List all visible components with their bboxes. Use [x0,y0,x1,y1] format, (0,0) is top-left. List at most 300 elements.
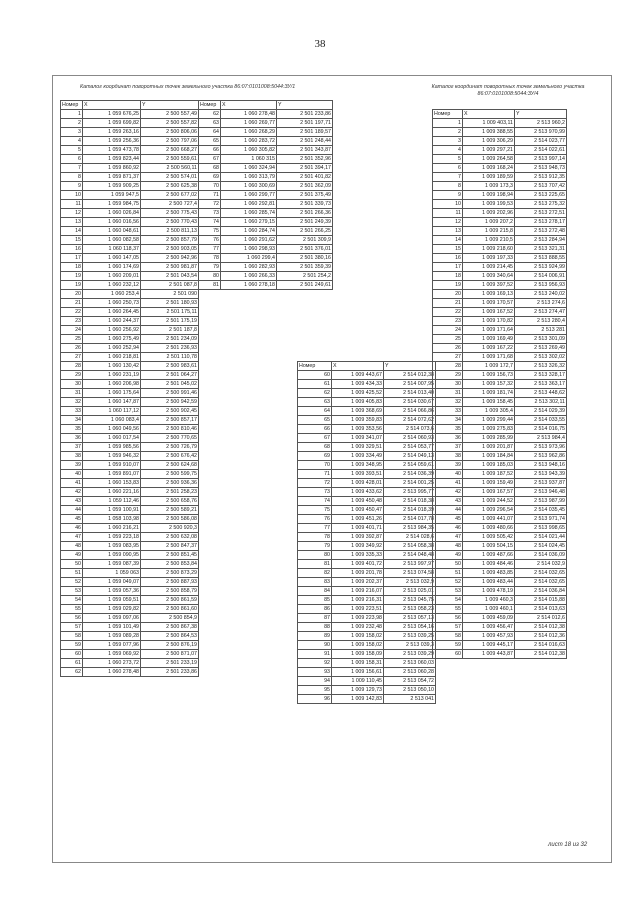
x-coordinate-cell: 1 060 313,79 [221,173,277,182]
point-number-cell: 35 [61,425,83,434]
table-row [61,668,199,677]
point-number-cell: 81 [298,560,332,569]
y-coordinate-cell: 2 500 991,46 [141,389,199,398]
table-row [61,245,199,254]
point-number-cell: 87 [298,614,332,623]
y-coordinate-cell: 2 500 871,07 [141,650,199,659]
table-row [433,524,567,533]
table-row [61,200,199,209]
point-number-cell: 36 [61,434,83,443]
table-row [61,263,199,272]
y-coordinate-cell: 2 501 110,78 [141,353,199,362]
y-coordinate-cell: 2 500 858,79 [141,587,199,596]
table-row [61,623,199,632]
table-row [433,299,567,308]
x-coordinate-cell: 1 059 063 [83,569,141,578]
table-row [433,335,567,344]
point-number-cell: 5 [61,146,83,155]
table-row [433,632,567,641]
y-coordinate-cell: 2 500 861,59 [141,596,199,605]
table-row [61,182,199,191]
table-row [61,110,199,119]
y-coordinate-cell: 2 514 060,93 [384,434,436,443]
y-coordinate-cell: 2 513 946,48 [515,488,567,497]
header-number: Номер [199,101,221,110]
x-coordinate-cell: 1 059 947,5 [83,191,141,200]
y-coordinate-cell: 2 500 847,37 [141,542,199,551]
x-coordinate-cell: 1 060 218,81 [83,353,141,362]
y-coordinate-cell: 2 500 857,17 [141,416,199,425]
x-coordinate-cell: 1 060 279,15 [221,218,277,227]
x-coordinate-cell: 1 009 306,29 [463,137,515,146]
y-coordinate-cell: 2 513 050,10 [384,686,436,695]
x-coordinate-cell: 1 009 202,96 [463,209,515,218]
table-row [433,236,567,245]
x-coordinate-cell: 1 009 451,26 [332,515,384,524]
table-row [433,596,567,605]
table-row [433,641,567,650]
point-number-cell: 54 [61,596,83,605]
x-coordinate-cell: 1 009 450,47 [332,506,384,515]
point-number-cell: 23 [433,317,463,326]
x-coordinate-cell: 1 059 112,46 [83,497,141,506]
table-row [61,362,199,371]
table-row [61,146,199,155]
y-coordinate-cell: 2 513 912,35 [515,173,567,182]
point-number-cell: 65 [199,137,221,146]
point-number-cell: 53 [61,587,83,596]
x-coordinate-cell: 1 059 087,39 [83,560,141,569]
x-coordinate-cell: 1 009 445,17 [463,641,515,650]
x-coordinate-cell: 1 009 159,49 [463,479,515,488]
point-number-cell: 75 [298,506,332,515]
x-coordinate-cell: 1 009 443,87 [463,650,515,659]
point-number-cell: 77 [298,524,332,533]
point-number-cell: 16 [433,254,463,263]
catalog-caption-main: Каталог координат поворотных точек земельного участка 86:07:0101008:5044:ЗУ/1 [80,84,296,90]
point-number-cell: 64 [298,407,332,416]
y-coordinate-cell: 2 500 902,45 [141,407,199,416]
table-row [61,650,199,659]
y-coordinate-cell: 2 514 035,45 [515,506,567,515]
table-row [433,587,567,596]
y-coordinate-cell: 2 500 560,11 [141,164,199,173]
y-coordinate-cell: 2 513 058,23 [384,605,436,614]
x-coordinate-cell: 1 060 221,16 [83,488,141,497]
y-coordinate-cell: 2 501 258,23 [141,488,199,497]
x-coordinate-cell: 1 059 069,92 [83,650,141,659]
x-coordinate-cell: 1 009 401,71 [332,524,384,533]
point-number-cell: 48 [433,542,463,551]
sheet-footer: лист 18 из 32 [548,842,588,848]
x-coordinate-cell: 1 059 699,82 [83,119,141,128]
x-coordinate-cell: 1 009 170,57 [463,299,515,308]
point-number-cell: 78 [199,254,221,263]
point-number-cell: 45 [61,515,83,524]
y-coordinate-cell: 2 500 942,59 [141,398,199,407]
point-number-cell: 67 [298,434,332,443]
table-row [433,371,567,380]
table-row [199,128,333,137]
y-coordinate-cell: 2 500 936,36 [141,479,199,488]
y-coordinate-cell: 2 501 236,93 [141,344,199,353]
table-row [61,308,199,317]
point-number-cell: 13 [433,227,463,236]
point-number-cell: 61 [61,659,83,668]
point-number-cell: 18 [61,263,83,272]
coordinate-table-4 [432,109,567,659]
table-row [61,227,199,236]
table-row [61,425,199,434]
point-number-cell: 44 [61,506,83,515]
y-coordinate-cell: 2 514 012,6 [515,614,567,623]
table-row [433,290,567,299]
x-coordinate-cell: 1 009 401,72 [332,560,384,569]
table-row [298,569,436,578]
point-number-cell: 6 [61,155,83,164]
table-row [433,425,567,434]
x-coordinate-cell: 1 060 117,12 [83,407,141,416]
point-number-cell: 80 [199,272,221,281]
y-coordinate-cell: 2 500 867,38 [141,623,199,632]
x-coordinate-cell: 1 009 456,47 [463,623,515,632]
point-number-cell: 92 [298,659,332,668]
point-number-cell: 39 [433,461,463,470]
table-row [298,497,436,506]
x-coordinate-cell: 1 060 252,94 [83,344,141,353]
x-coordinate-cell: 1 059 910,07 [83,461,141,470]
y-coordinate-cell: 2 500 887,93 [141,578,199,587]
y-coordinate-cell: 2 513 956,93 [515,281,567,290]
table-row [298,425,436,434]
point-number-cell: 56 [61,614,83,623]
y-coordinate-cell: 2 514 015,88 [515,596,567,605]
x-coordinate-cell: 1 009 171,68 [463,353,515,362]
point-number-cell: 58 [61,632,83,641]
point-number-cell: 95 [298,686,332,695]
x-coordinate-cell: 1 059 909,25 [83,182,141,191]
table-row [199,254,333,263]
x-coordinate-cell: 1 009 353,56 [332,425,384,434]
point-number-cell: 10 [61,191,83,200]
y-coordinate-cell: 2 513 032,9 [384,578,436,587]
x-coordinate-cell: 1 060 016,56 [83,218,141,227]
x-coordinate-cell: 1 009 341,07 [332,434,384,443]
point-number-cell: 45 [433,515,463,524]
table-row [433,326,567,335]
header-number: Номер [61,101,83,110]
table-row [199,110,333,119]
x-coordinate-cell: 1 059 860,92 [83,164,141,173]
x-coordinate-cell: 1 059 676,25 [83,110,141,119]
table-row [433,344,567,353]
y-coordinate-cell: 2 514 058,38 [384,542,436,551]
y-coordinate-cell: 2 513 039,3 [384,641,436,650]
point-number-cell: 40 [433,470,463,479]
y-coordinate-cell: 2 514 017,78 [384,515,436,524]
x-coordinate-cell: 1 009 264,58 [463,155,515,164]
x-coordinate-cell: 1 060 269,77 [221,119,277,128]
y-coordinate-cell: 2 500 861,60 [141,605,199,614]
x-coordinate-cell: 1 059 823,44 [83,155,141,164]
table-row [298,677,436,686]
x-coordinate-cell: 1 009 201,78 [332,569,384,578]
header-y: Y [515,110,567,119]
x-coordinate-cell: 1 009 223,51 [332,605,384,614]
table-row [61,569,199,578]
table-row [433,623,567,632]
x-coordinate-cell: 1 009 505,42 [463,533,515,542]
y-coordinate-cell: 2 513 970,99 [515,128,567,137]
point-number-cell: 27 [433,353,463,362]
x-coordinate-cell: 1 009 167,22 [463,344,515,353]
point-number-cell: 19 [61,281,83,290]
table-header-row [298,362,436,371]
y-coordinate-cell: 2 513 328,17 [515,371,567,380]
x-coordinate-cell: 1 059 473,78 [83,146,141,155]
y-coordinate-cell: 2 501 249,39 [277,218,333,227]
point-number-cell: 28 [61,362,83,371]
x-coordinate-cell: 1 009 334,49 [332,452,384,461]
point-number-cell: 69 [298,452,332,461]
table-row [61,173,199,182]
y-coordinate-cell: 2 513 278,17 [515,218,567,227]
y-coordinate-cell: 2 500 625,38 [141,182,199,191]
point-number-cell: 17 [61,254,83,263]
point-number-cell: 47 [61,533,83,542]
y-coordinate-cell: 2 513 321,31 [515,245,567,254]
x-coordinate-cell: 1 009 460,1 [463,605,515,614]
point-number-cell: 32 [433,398,463,407]
x-coordinate-cell: 1 009 425,52 [332,389,384,398]
y-coordinate-cell: 2 514 072,62 [384,416,436,425]
x-coordinate-cell: 1 009 181,74 [463,389,515,398]
y-coordinate-cell: 2 514 001,25 [384,479,436,488]
point-number-cell: 71 [199,191,221,200]
y-coordinate-cell: 2 513 274,6 [515,299,567,308]
x-coordinate-cell: 1 060 147,87 [83,398,141,407]
point-number-cell: 90 [298,641,332,650]
point-number-cell: 20 [433,290,463,299]
table-row [199,119,333,128]
x-coordinate-cell: 1 009 156,73 [463,371,515,380]
point-number-cell: 48 [61,542,83,551]
x-coordinate-cell: 1 060 278,48 [221,110,277,119]
x-coordinate-cell: 1 060 049,56 [83,425,141,434]
y-coordinate-cell: 2 514 036,39 [384,470,436,479]
table-row [61,497,199,506]
table-row [298,479,436,488]
y-coordinate-cell: 2 513 448,62 [515,389,567,398]
point-number-cell: 82 [298,569,332,578]
point-number-cell: 14 [61,227,83,236]
point-number-cell: 41 [61,479,83,488]
y-coordinate-cell: 2 500 920,3 [141,524,199,533]
x-coordinate-cell: 1 009 158,02 [332,632,384,641]
y-coordinate-cell: 2 500 770,43 [141,218,199,227]
y-coordinate-cell: 2 513 998,65 [515,524,567,533]
point-number-cell: 96 [298,695,332,704]
y-coordinate-cell: 2 500 677,02 [141,191,199,200]
y-coordinate-cell: 2 500 810,46 [141,425,199,434]
x-coordinate-cell: 1 060 253,4 [83,290,141,299]
x-coordinate-cell: 1 009 405,83 [332,398,384,407]
table-row [298,578,436,587]
x-coordinate-cell: 1 009 169,13 [463,290,515,299]
y-coordinate-cell: 2 514 016,75 [515,425,567,434]
x-coordinate-cell: 1 009 189,59 [463,173,515,182]
point-number-cell: 24 [433,326,463,335]
x-coordinate-cell: 1 059 097,06 [83,614,141,623]
point-number-cell: 60 [433,650,463,659]
x-coordinate-cell: 1 009 484,46 [463,560,515,569]
table-row [433,272,567,281]
table-row [199,281,333,290]
x-coordinate-cell: 1 060 324,94 [221,164,277,173]
y-coordinate-cell: 2 514 023,77 [515,137,567,146]
point-number-cell: 25 [433,335,463,344]
x-coordinate-cell: 1 009 359,83 [332,416,384,425]
point-number-cell: 65 [298,416,332,425]
point-number-cell: 38 [433,452,463,461]
table-row [298,398,436,407]
x-coordinate-cell: 1 060 118,37 [83,245,141,254]
point-number-cell: 83 [298,578,332,587]
table-row [199,155,333,164]
table-row [298,389,436,398]
y-coordinate-cell: 2 501 064,27 [141,371,199,380]
table-row [61,398,199,407]
table-row [298,371,436,380]
x-coordinate-cell: 1 009 184,84 [463,452,515,461]
y-coordinate-cell: 2 500 806,06 [141,128,199,137]
y-coordinate-cell: 2 501 249,61 [277,281,333,290]
x-coordinate-cell: 1 009 403,11 [463,119,515,128]
point-number-cell: 86 [298,605,332,614]
point-number-cell: 29 [433,371,463,380]
x-coordinate-cell: 1 009 244,52 [463,497,515,506]
x-coordinate-cell: 1 009 202,37 [332,578,384,587]
y-coordinate-cell: 2 514 053,77 [384,443,436,452]
y-coordinate-cell: 2 501 087,8 [141,281,199,290]
y-coordinate-cell: 2 501 175,19 [141,317,199,326]
point-number-cell: 84 [298,587,332,596]
y-coordinate-cell: 2 513 225,65 [515,191,567,200]
table-row [61,137,199,146]
point-number-cell: 57 [433,623,463,632]
table-row [199,209,333,218]
table-header-row [433,110,567,119]
table-row [433,452,567,461]
point-number-cell: 49 [433,551,463,560]
table-row [433,443,567,452]
y-coordinate-cell: 2 500 857,79 [141,236,199,245]
x-coordinate-cell: 1 009 329,51 [332,443,384,452]
y-coordinate-cell: 2 513 045,75 [384,596,436,605]
x-coordinate-cell: 1 009 198,94 [463,191,515,200]
table-row [433,515,567,524]
table-row [298,488,436,497]
y-coordinate-cell: 2 513 943,39 [515,470,567,479]
point-number-cell: 43 [61,497,83,506]
point-number-cell: 75 [199,227,221,236]
point-number-cell: 6 [433,164,463,173]
x-coordinate-cell: 1 059 946,32 [83,452,141,461]
x-coordinate-cell: 1 009 483,44 [463,578,515,587]
y-coordinate-cell: 2 500 632,08 [141,533,199,542]
y-coordinate-cell: 2 501 090 [141,290,199,299]
x-coordinate-cell: 1 009 169,49 [463,335,515,344]
table-row [298,560,436,569]
point-number-cell: 60 [298,371,332,380]
x-coordinate-cell: 1 009 171,64 [463,326,515,335]
table-row [298,533,436,542]
x-coordinate-cell: 1 059 049,07 [83,578,141,587]
x-coordinate-cell: 1 060 273,72 [83,659,141,668]
point-number-cell: 30 [61,380,83,389]
x-coordinate-cell: 1 059 223,18 [83,533,141,542]
y-coordinate-cell: 2 513 997,14 [515,155,567,164]
x-coordinate-cell: 1 009 215,8 [463,227,515,236]
point-number-cell: 35 [433,425,463,434]
table-row [61,317,199,326]
point-number-cell: 37 [433,443,463,452]
y-coordinate-cell: 2 501 352,96 [277,155,333,164]
table-row [199,146,333,155]
table-row [199,164,333,173]
point-number-cell: 47 [433,533,463,542]
y-coordinate-cell: 2 500 797,06 [141,137,199,146]
point-number-cell: 27 [61,353,83,362]
y-coordinate-cell: 2 514 024,45 [515,542,567,551]
x-coordinate-cell: 1 009 478,19 [463,587,515,596]
point-number-cell: 14 [433,236,463,245]
point-number-cell: 15 [61,236,83,245]
table-row [298,695,436,704]
y-coordinate-cell: 2 513 984,35 [384,524,436,533]
y-coordinate-cell: 2 513 924,99 [515,263,567,272]
table-row [61,515,199,524]
table-row [298,470,436,479]
table-row [433,497,567,506]
point-number-cell: 12 [61,209,83,218]
x-coordinate-cell: 1 060 305,82 [221,146,277,155]
x-coordinate-cell: 1 060 299,4 [221,254,277,263]
table-row [433,353,567,362]
y-coordinate-cell: 2 500 851,45 [141,551,199,560]
x-coordinate-cell: 1 060 206,98 [83,380,141,389]
table-row [199,191,333,200]
point-number-cell: 60 [61,650,83,659]
table-row [298,515,436,524]
point-number-cell: 39 [61,461,83,470]
point-number-cell: 80 [298,551,332,560]
y-coordinate-cell: 2 514 018,39 [384,506,436,515]
x-coordinate-cell: 1 060 232,12 [83,281,141,290]
table-row [199,182,333,191]
x-coordinate-cell: 1 060 175,64 [83,389,141,398]
y-coordinate-cell: 2 500 624,68 [141,461,199,470]
header-x: X [221,101,277,110]
point-number-cell: 18 [433,272,463,281]
table-row [298,623,436,632]
y-coordinate-cell: 2 501 266,36 [277,209,333,218]
y-coordinate-cell: 2 500 727,4 [141,200,199,209]
x-coordinate-cell: 1 009 275,83 [463,425,515,434]
point-number-cell: 52 [433,578,463,587]
table-row [61,272,199,281]
table-row [298,632,436,641]
